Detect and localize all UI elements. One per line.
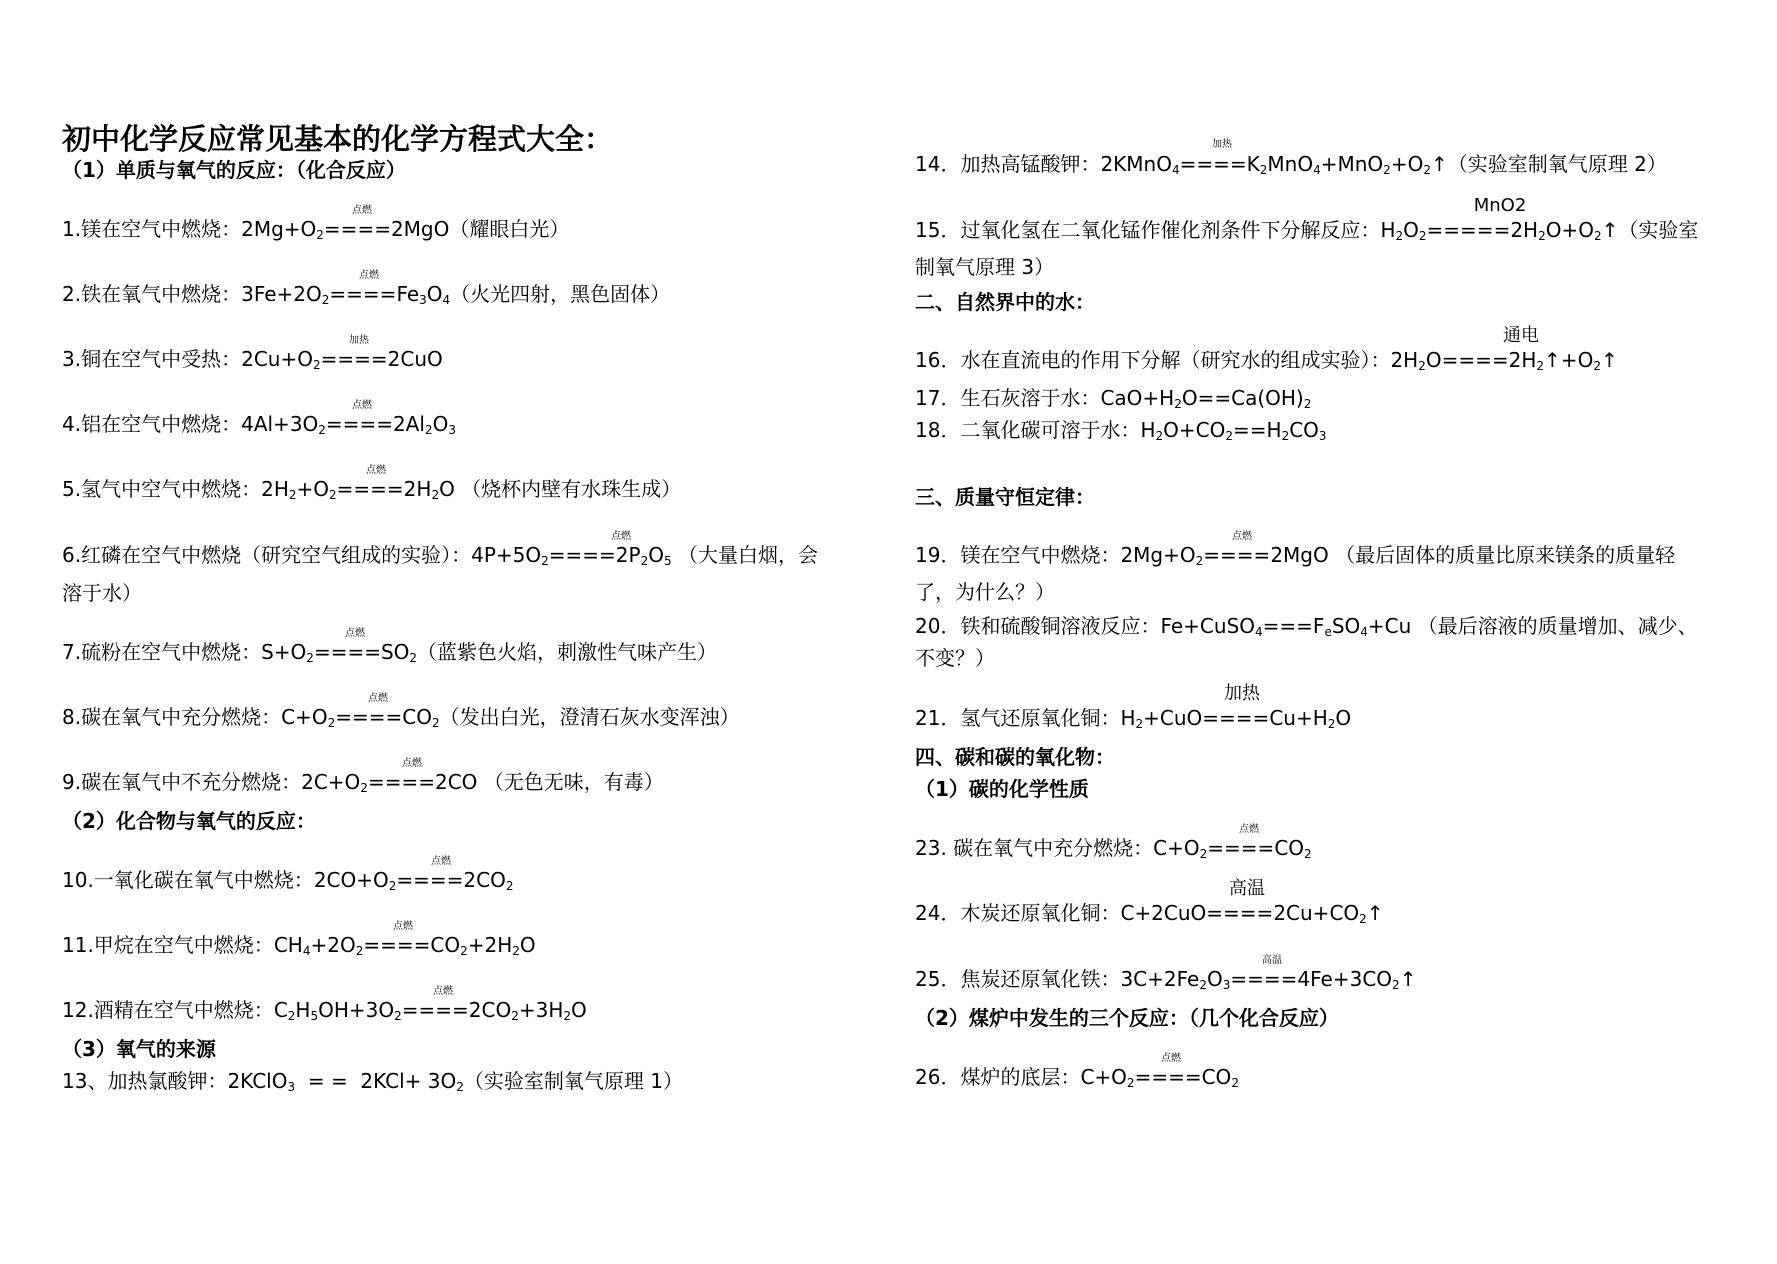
subsection-coal-furnace: （2）煤炉中发生的三个反应：（几个化合反应） xyxy=(915,1006,1339,1030)
equation-10: 10.一氧化碳在氧气中燃烧：$2CO+O_2====2CO_2$ xyxy=(62,868,514,893)
condition-5: 点燃 xyxy=(366,465,386,476)
equation-14: 14．加热高锰酸钾：$2KMnO_4====K_2MnO_4+MnO_2+O_2↑$（实验室制氧气原理 2） xyxy=(915,152,1667,177)
condition-2: 点燃 xyxy=(359,270,379,281)
equation-18: 18．二氧化碳可溶于水：$H_2O+CO_2==H_2CO_3$ xyxy=(915,418,1327,443)
equation-4: 4.铝在空气中燃烧：$4Al+3O_2====2Al_2O_3$ xyxy=(62,412,456,437)
equation-16: 16．水在直流电的作用下分解（研究水的组成实验）：$2H_2O====2H_2↑+O_2↑$ xyxy=(915,348,1618,373)
section-heading-carbon: 四、碳和碳的氧化物： xyxy=(915,745,1115,769)
equation-25: 25．焦炭还原氧化铁：$3C+2Fe_2O_3====4Fe+3CO_2↑$ xyxy=(915,967,1417,992)
equation-15-cont: 制氧气原理 3） xyxy=(915,255,1055,279)
equation-11: 11.甲烷在空气中燃烧：$CH_4+2O_2====CO_2+2H_2O$ xyxy=(62,933,536,958)
equation-13: 13、加热氯酸钾：2KClO$_3$ = = $2KCl+ 3O_2$（实验室制氧气原理 1） xyxy=(62,1069,683,1094)
equation-6-cont: 溶于水） xyxy=(62,581,142,605)
section-heading-mass: 三、质量守恒定律： xyxy=(915,485,1095,509)
section-heading-water: 二、自然界中的水： xyxy=(915,290,1095,314)
condition-19: 点燃 xyxy=(1232,531,1252,542)
condition-14: 加热 xyxy=(1212,139,1232,150)
equation-23: 23. 碳在氧气中充分燃烧：$C+O_2====CO_2$ xyxy=(915,836,1312,861)
equation-2: 2.铁在氧气中燃烧：$3Fe+2O_2====Fe_3O_4$（火光四射，黑色固体） xyxy=(62,282,671,307)
section-heading-3: （3）氧气的来源 xyxy=(62,1037,216,1061)
equation-17: 17．生石灰溶于水：$CaO+H_2O==Ca(OH)_2$ xyxy=(915,386,1312,411)
section-heading-2: （2）化合物与氧气的反应： xyxy=(62,809,316,833)
equation-20-cont: 不变？） xyxy=(915,646,995,670)
equation-21: 21．氢气还原氧化铜：$H_2+CuO====Cu+H_2O$ xyxy=(915,706,1352,731)
condition-9: 点燃 xyxy=(402,758,422,769)
condition-15: MnO2 xyxy=(1473,195,1527,216)
condition-6: 点燃 xyxy=(611,531,631,542)
equation-3: 3.铜在空气中受热：$2Cu+O_2====2CuO$ xyxy=(62,347,443,372)
equation-1: 1.镁在空气中燃烧：$2Mg+O_2====2MgO$（耀眼白光） xyxy=(62,217,570,242)
condition-4: 点燃 xyxy=(352,400,372,411)
section-heading-1: （1）单质与氧气的反应：（化合反应） xyxy=(62,158,406,182)
page-title: 初中化学反应常见基本的化学方程式大全： xyxy=(62,122,614,156)
equation-20: 20．铁和硫酸铜溶液反应：$Fe+CuSO_4===F_eSO_4+Cu$ （最后溶液的质量增加、减少、 xyxy=(915,614,1698,639)
equation-6: 6.红磷在空气中燃烧（研究空气组成的实验）：$4P+5O_2====2P_2O_5$ （大量白烟，会 xyxy=(62,543,818,568)
condition-8: 点燃 xyxy=(368,693,388,704)
condition-24: 高温 xyxy=(1229,878,1265,899)
condition-3: 加热 xyxy=(349,335,369,346)
condition-26: 点燃 xyxy=(1161,1053,1181,1064)
equation-15: 15．过氧化氢在二氧化锰作催化剂条件下分解反应：$H_2O_2=====2H_2O+O_2↑$（实验室 xyxy=(915,218,1699,243)
equation-24: 24．木炭还原氧化铜：$C+2CuO====2Cu+CO_2↑$ xyxy=(915,901,1384,926)
equation-9: 9.碳在氧气中不充分燃烧：$2C+O_2====2CO$ （无色无味，有毒） xyxy=(62,770,664,795)
equation-5: 5.氢气中空气中燃烧：$2H_2+O_2====2H_2O$ （烧杯内壁有水珠生成） xyxy=(62,477,682,502)
condition-7: 点燃 xyxy=(345,628,365,639)
equation-26: 26．煤炉的底层：$C+O_2====CO_2$ xyxy=(915,1065,1239,1090)
equation-19: 19．镁在空气中燃烧：$2Mg+O_2====2MgO$ （最后固体的质量比原来镁条的质量轻 xyxy=(915,543,1676,568)
condition-10: 点燃 xyxy=(431,856,451,867)
equation-19-cont: 了，为什么？） xyxy=(915,580,1055,604)
subsection-carbon-properties: （1）碳的化学性质 xyxy=(915,777,1089,801)
condition-16: 通电 xyxy=(1503,325,1539,346)
condition-23: 点燃 xyxy=(1239,824,1259,835)
equation-7: 7.硫粉在空气中燃烧：$S+O_2====SO_2$（蓝紫色火焰，刺激性气味产生） xyxy=(62,640,718,665)
condition-11: 点燃 xyxy=(393,921,413,932)
condition-1: 点燃 xyxy=(352,205,372,216)
condition-21: 加热 xyxy=(1224,683,1260,704)
condition-12: 点燃 xyxy=(433,986,453,997)
condition-25: 高温 xyxy=(1262,955,1282,966)
equation-12: 12.酒精在空气中燃烧：$C_2H_5OH+3O_2====2CO_2+3H_2O$ xyxy=(62,998,587,1023)
equation-8: 8.碳在氧气中充分燃烧：$C+O_2====CO_2$（发出白光，澄清石灰水变浑浊） xyxy=(62,705,740,730)
